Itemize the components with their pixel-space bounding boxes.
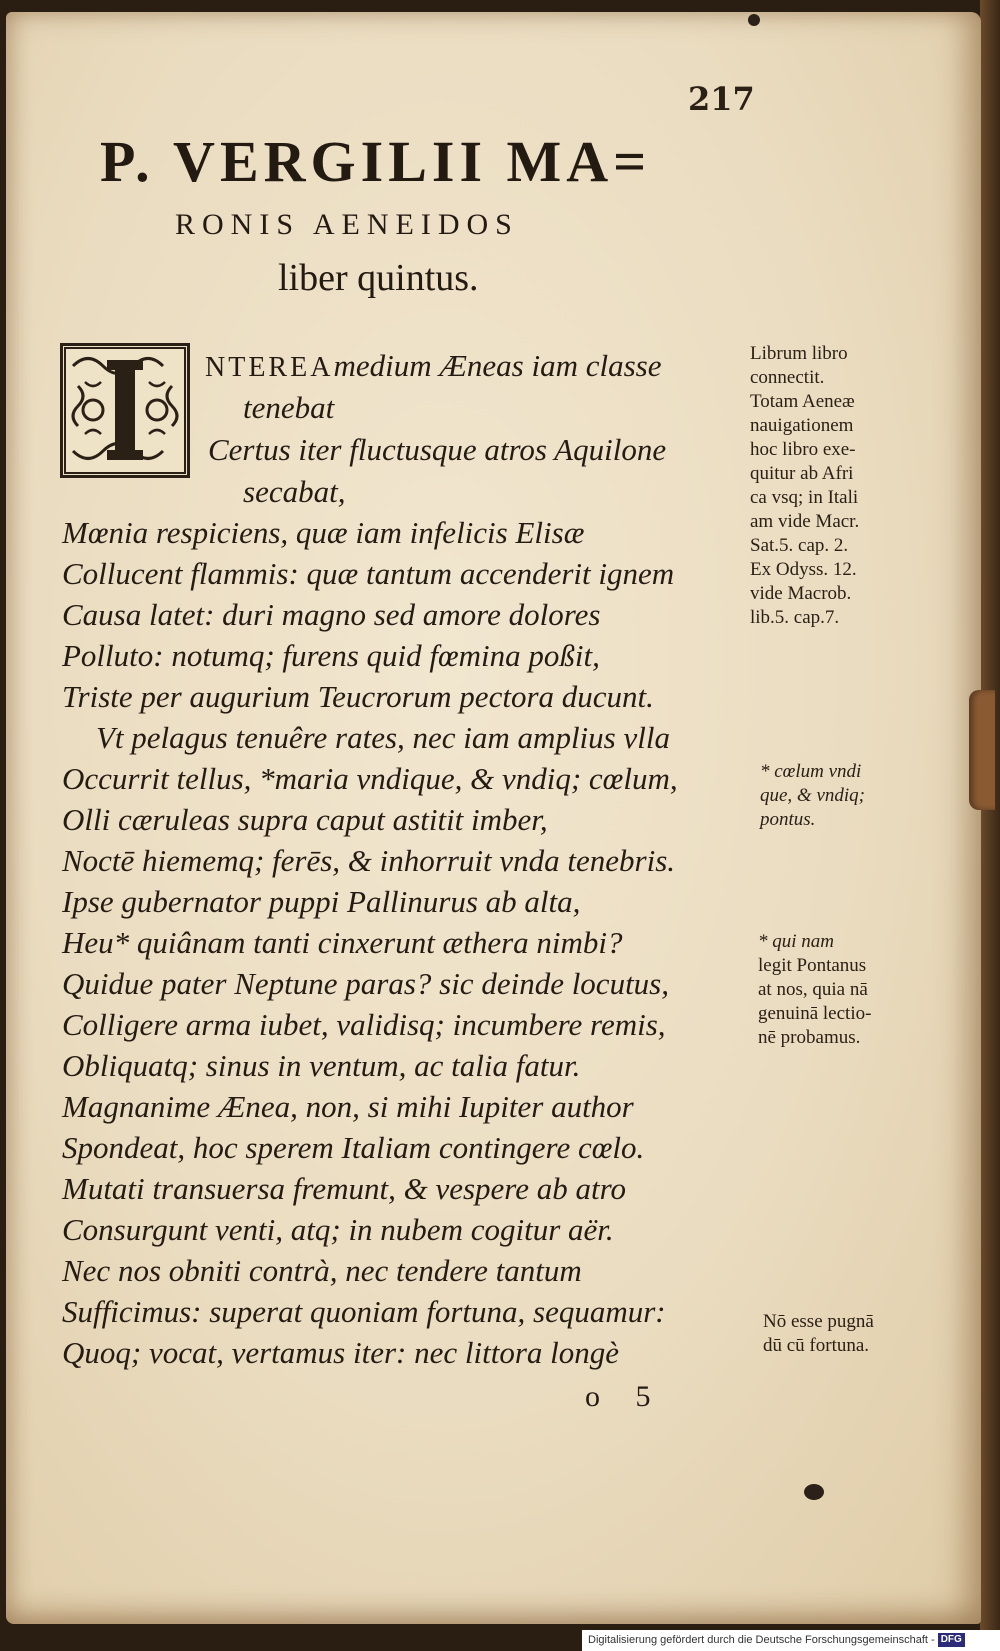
margin-note-line: connectit. <box>750 367 825 388</box>
page-tab-marker <box>969 690 995 810</box>
verse-line: Colligere arma iubet, validisq; incumbere remis, <box>62 1007 666 1042</box>
verse-line: Ipse gubernator puppi Pallinurus ab alta, <box>62 884 581 919</box>
verse-lead-caps: NTEREA <box>205 352 334 383</box>
title-author: P. VERGILII MA= <box>100 129 652 194</box>
verse-line: Magnanime Ænea, non, si mihi Iupiter author <box>62 1089 634 1124</box>
margin-note-line: genuinā lectio- <box>758 1003 872 1024</box>
credit-text: Digitalisierung gefördert durch die Deutsche Forschungsgemeinschaft - <box>588 1634 935 1646</box>
decorated-initial-i <box>60 343 190 478</box>
ink-blot <box>804 1484 824 1500</box>
margin-note-line: quitur ab Afri <box>750 463 854 484</box>
margin-note-line: lib.5. cap.7. <box>750 607 840 628</box>
signature-mark: o 5 <box>585 1380 665 1413</box>
margin-note-line: legit Pontanus <box>758 955 867 976</box>
margin-note-line: * cœlum vndi <box>760 761 862 782</box>
verse-line: Olli cæruleas supra caput astitit imber, <box>62 802 548 837</box>
dfg-logo: DFG <box>938 1633 965 1647</box>
verse-line: Vt pelagus tenuêre rates, nec iam amplius vlla <box>96 720 670 755</box>
verse-line: secabat, <box>243 474 346 509</box>
verse-line: Sufficimus: superat quoniam fortuna, sequamur: <box>62 1294 666 1329</box>
verse-line: Consurgunt venti, atq; in nubem cogitur aër. <box>62 1212 614 1247</box>
margin-note-line: vide Macrob. <box>750 583 852 604</box>
margin-note-line: at nos, quia nā <box>758 979 868 1000</box>
verse-line: Triste per augurium Teucrorum pectora ducunt. <box>62 679 654 714</box>
verse-line: Spondeat, hoc sperem Italiam contingere cœlo. <box>62 1130 645 1165</box>
margin-note-line: Totam Aeneæ <box>750 391 855 412</box>
digitization-credit <box>582 1630 1000 1651</box>
margin-note-line: dū cū fortuna. <box>763 1335 870 1356</box>
verse-line: Nec nos obniti contrà, nec tendere tantum <box>62 1253 582 1288</box>
margin-note-line: Nō esse pugnā <box>763 1311 874 1332</box>
book-edge <box>980 0 1000 1640</box>
margin-note-line: * qui nam <box>758 931 834 952</box>
verse-line: Mœnia respiciens, quæ iam infelicis Elisæ <box>62 515 585 550</box>
verse-line: Collucent flammis: quæ tantum accenderit ignem <box>62 556 675 591</box>
margin-note-line: pontus. <box>760 809 816 830</box>
verse-line: tenebat <box>243 390 335 425</box>
ornament-icon <box>63 346 187 475</box>
margin-note-line: ca vsq; in Itali <box>750 487 859 508</box>
verse-line: Heu* quiânam tanti cinxerunt æthera nimbi? <box>62 925 623 960</box>
margin-note <box>763 1310 874 1358</box>
margin-note <box>750 342 859 630</box>
margin-note-line: hoc libro exe- <box>750 439 856 460</box>
verse-line <box>205 348 661 384</box>
title-book: liber quintus. <box>278 257 479 299</box>
title-work: RONIS AENEIDOS <box>175 208 519 241</box>
margin-note <box>760 760 865 832</box>
verse-line: Quidue pater Neptune paras? sic deinde locutus, <box>62 966 669 1001</box>
verse-line: Mutati transuersa fremunt, & vespere ab atro <box>62 1171 626 1206</box>
verse-line: Occurrit tellus, *maria vndique, & vndiq; cœlum, <box>62 761 678 796</box>
verse-line: Quoq; vocat, vertamus iter: nec littora longè <box>62 1335 620 1370</box>
verse-line: Noctē hiememq; ferēs, & inhorruit vnda tenebris. <box>62 843 676 878</box>
margin-note <box>758 930 871 1050</box>
margin-note-line: nē probamus. <box>758 1027 861 1048</box>
verse-line: Polluto: notumq; furens quid fœmina poßit, <box>62 638 600 673</box>
verse-line: Obliquatq; sinus in ventum, ac talia fatur. <box>62 1048 581 1083</box>
margin-note-line: Sat.5. cap. 2. <box>750 535 849 556</box>
margin-note-line: am vide Macr. <box>750 511 860 532</box>
verse-line: Causa latet: duri magno sed amore dolores <box>62 597 601 632</box>
margin-note-line: Ex Odyss. 12. <box>750 559 857 580</box>
verse-text: medium Æneas iam classe <box>333 348 662 383</box>
margin-note-line: que, & vndiq; <box>760 785 866 806</box>
page-number: 217 <box>688 80 755 118</box>
margin-note-line: Librum libro <box>750 343 848 364</box>
ink-blot <box>748 14 760 26</box>
verse-line: Certus iter fluctusque atros Aquilone <box>208 432 667 467</box>
margin-note-line: nauigationem <box>750 415 854 436</box>
